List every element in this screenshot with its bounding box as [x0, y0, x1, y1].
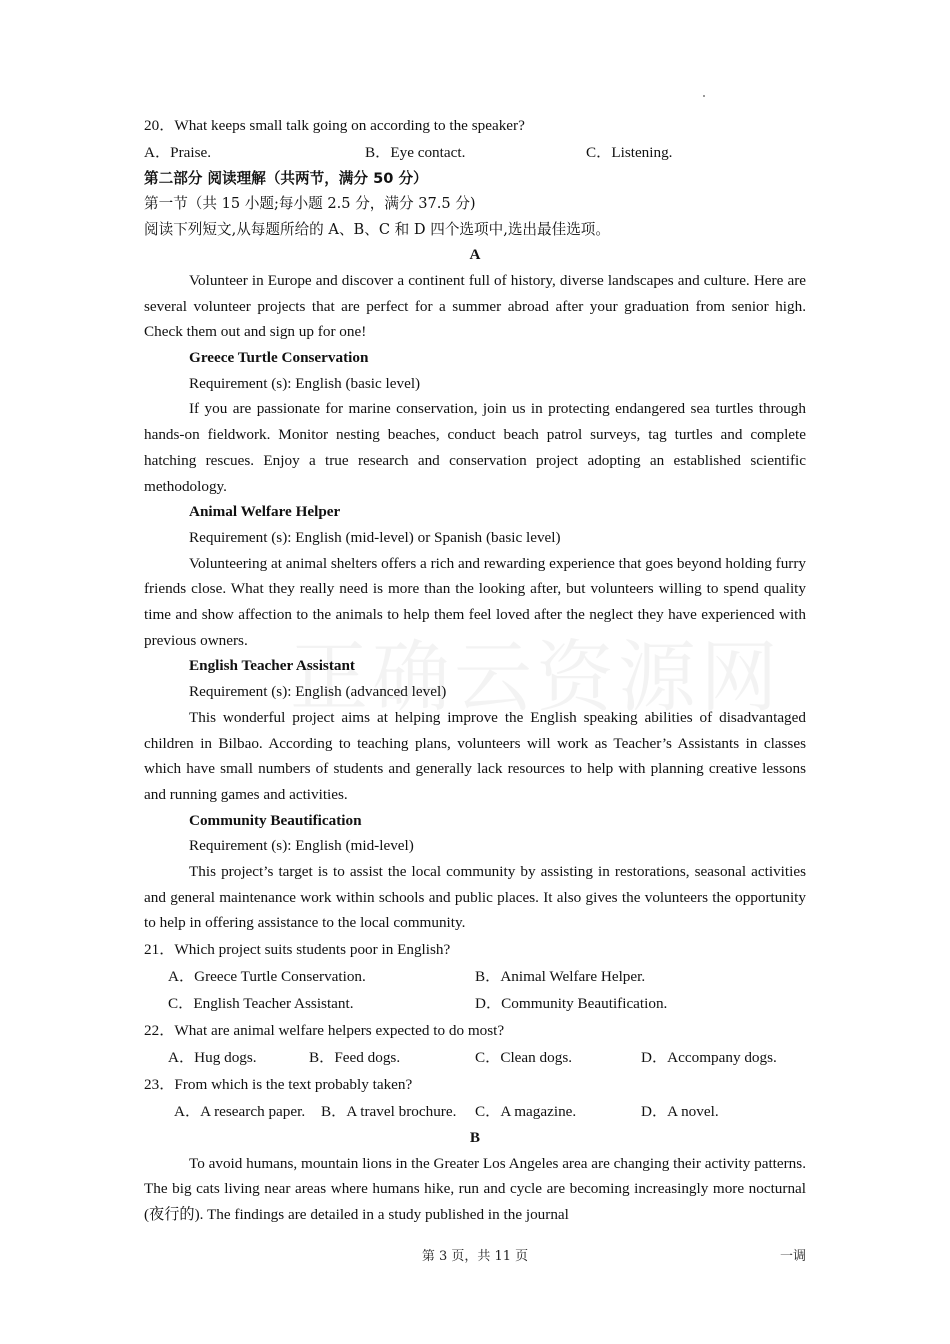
q21-option-a: A．Greece Turtle Conservation.	[168, 968, 366, 986]
section-instruction: 阅读下列短文,从每题所给的 A、B、C 和 D 四个选项中,选出最佳选项。	[144, 220, 610, 238]
project-4-requirement: Requirement (s): English (mid-level)	[189, 837, 414, 855]
project-2-title: Animal Welfare Helper	[189, 503, 341, 521]
q20-option-a: A．Praise.	[144, 143, 212, 161]
project-4-title: Community Beautification	[189, 811, 362, 829]
part-title: 第二部分 阅读理解（共两节，满分 50 分）	[144, 169, 428, 187]
passage-b-label: B	[469, 1129, 481, 1147]
project-3-text: This wonderful project aims at helping improve the English speaking abilities of disadvantaged children in Bilbao. According to teaching plans, volunteers will work as Teacher’s Assistants in classes which have small numbers of students and generally lack resources to help with planning creative lessons and running games and activities.	[144, 708, 806, 803]
q21-option-c: C．English Teacher Assistant.	[168, 995, 354, 1013]
exam-tag: 一调	[779, 1249, 806, 1264]
q23-options	[144, 1098, 806, 1125]
q23-option-a: A．A research paper.	[174, 1103, 306, 1121]
q22-option-d: D．Accompany dogs.	[641, 1049, 777, 1067]
q23-option-c: C．A magazine.	[475, 1103, 577, 1121]
project-4-text: This project’s target is to assist the local community by assisting in restorations, seasonal activities and general maintenance work within schools and public places. It also gives the volunteers the opportunity to help in offering assistance to the local community.	[144, 863, 806, 932]
project-1-requirement: Requirement (s): English (basic level)	[189, 374, 421, 392]
q23-option-d: D．A novel.	[641, 1103, 719, 1121]
q23-stem: 23．From which is the text probably taken?	[144, 1076, 413, 1094]
q22-options	[144, 1044, 806, 1071]
project-1-title: Greece Turtle Conservation	[189, 349, 369, 367]
q23-option-b: B．A travel brochure.	[321, 1103, 457, 1121]
section-subtitle: 第一节（共 15 小题;每小题 2.5 分，满分 37.5 分)	[144, 195, 476, 213]
q22-option-c: C．Clean dogs.	[475, 1049, 573, 1067]
project-3-requirement: Requirement (s): English (advanced level)	[189, 683, 447, 701]
project-2-text: Volunteering at animal shelters offers a rich and rewarding experience that goes beyond holding furry friends close. What they really need is more than the looking after, but volunteers willing to spend quality time and show affection to the animals to help them feel loved after the neglect they have experienced with previous owners.	[144, 554, 806, 649]
q20-option-c: C．Listening.	[586, 143, 673, 161]
exam-page	[144, 113, 806, 1228]
q20-options	[144, 139, 806, 166]
passage-a-label: A	[469, 246, 481, 264]
page-number: 第 3 页，共 11 页	[421, 1249, 529, 1264]
q22-stem: 22．What are animal welfare helpers expected to do most?	[144, 1022, 505, 1040]
q21-option-b: B．Animal Welfare Helper.	[475, 968, 646, 986]
passage-a-intro: Volunteer in Europe and discover a continent full of history, diverse landscapes and culture. Here are several volunteer projects that are perfect for a summer abroad after your graduation from senior high. Check them out and sign up for one!	[144, 271, 806, 341]
q20-stem: 20．What keeps small talk going on according to the speaker?	[144, 117, 525, 134]
project-2-requirement: Requirement (s): English (mid-level) or Spanish (basic level)	[189, 528, 561, 546]
q20-option-b: B．Eye contact.	[365, 143, 466, 161]
project-3-title: English Teacher Assistant	[189, 657, 355, 675]
project-1-text: If you are passionate for marine conservation, join us in protecting endangered sea turtles through hands-on fieldwork. Monitor nesting beaches, conduct beach patrol surveys, tag turtles and complete hatching rescues. Enjoy a true research and conservation project adopting an established scientific methodology.	[144, 400, 806, 495]
page-footer	[0, 1245, 950, 1265]
q21-options-row1	[144, 963, 806, 990]
q21-option-d: D．Community Beautification.	[475, 995, 668, 1013]
stray-dot	[703, 95, 705, 97]
q22-option-b: B．Feed dogs.	[309, 1049, 401, 1067]
q22-option-a: A．Hug dogs.	[168, 1049, 257, 1067]
q21-options-row2	[144, 990, 806, 1017]
passage-b-intro: To avoid humans, mountain lions in the Greater Los Angeles area are changing their activity patterns. The big cats living near areas where humans hike, run and cycle are becoming increasingly more nocturnal (夜行的). The findings are detailed in a study published in the journal	[144, 1154, 806, 1224]
q21-stem: 21．Which project suits students poor in English?	[144, 941, 451, 959]
